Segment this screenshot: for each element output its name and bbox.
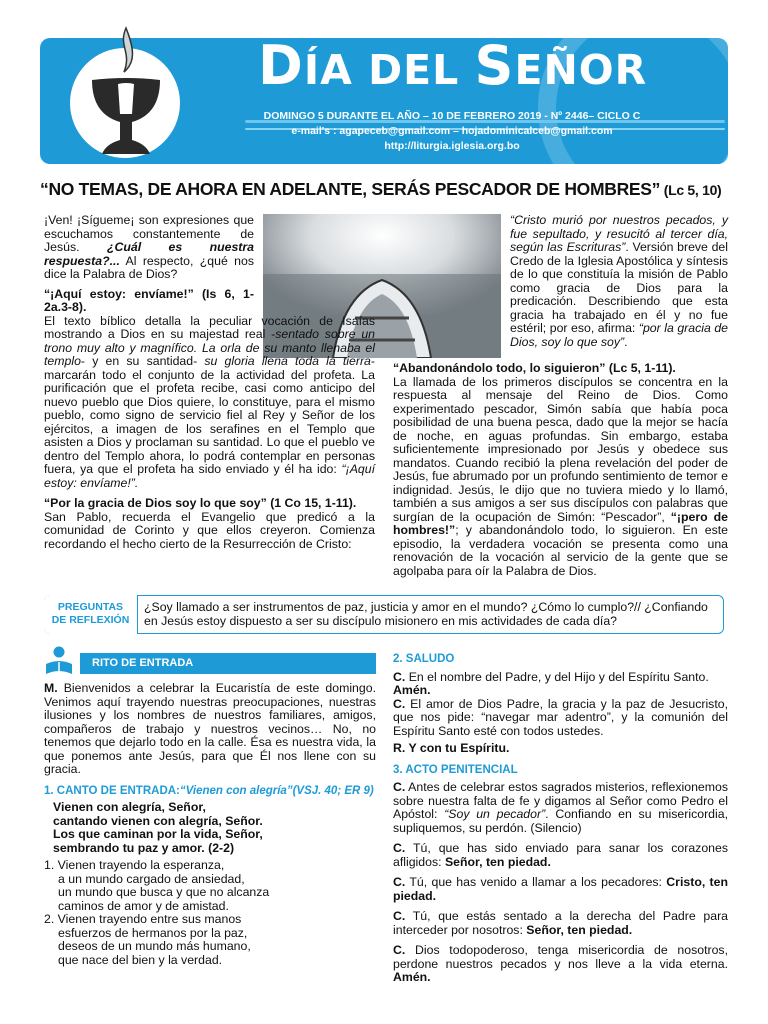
saludo-line-1: C. En el nombre del Padre, y del Hijo y del Espíritu Santo. Amén. [393, 669, 709, 697]
verse-line: 2. Vienen trayendo entre sus manos [44, 912, 242, 926]
acto-absolution: C. Dios todopoderoso, tenga misericordia de nosotros, perdone nuestros pecados y nos lleve a la vida eterna. Amén. [393, 943, 728, 984]
isaiah-heading: “¡Aquí estoy: envíame!” (Is 6, 1-2a.3-8). [44, 286, 254, 314]
acto-intro: C. Antes de celebrar estos sagrados misterios, reflexionemos sobre nuestra falta de fe y digamos al Señor como Pedro el Apóstol: “Soy un pecador”. Confiando en su misericordia, supliquemos, su perdón. (Silencio) [393, 780, 728, 835]
verse-line: a un mundo cargado de ansiedad, [58, 871, 245, 886]
verse-line: caminos de amor y de amistad. [58, 898, 229, 913]
verse-line: que nace del bien y la verdad. [58, 952, 223, 967]
right-top-text [510, 214, 728, 349]
verse-line: un mundo que busca y que no alcanza [58, 885, 270, 899]
lower-left-column [44, 682, 376, 967]
page-title: “NO TEMAS, DE AHORA EN ADELANTE, SERÁS PESCADOR DE HOMBRES” (Lc 5, 10) [40, 179, 722, 199]
right-column [393, 362, 728, 578]
lower-right-column [393, 653, 728, 985]
saludo-heading: 2. SALUDO [393, 653, 455, 665]
corinthians-paragraph: San Pablo, recuerda el Evangelio que predicó a la comunidad de Corinto y que ellos creyeron. Comienza recordando el hecho cierto de la Resurrección de Cristo: [44, 509, 375, 551]
left-column [44, 214, 375, 551]
isaiah-paragraph: El texto bíblico detalla la peculiar vocación de Isaías mostrando a Dios en su majestad real -sentado sobre un trono muy alto y magnífico. La orla de su manto llenaba el templo- y en su santidad- su gloria llena toda la tierra- marcarán todo el conjunto de la actividad del profeta. La purificación que el profeta recibe, casi como anticipo del nuevo pueblo que Dios quiere, lo constituye, para el mismo pueblo, como signo de servicio fiel al Rey y Señor de los ejércitos, a imagen de los serafines en el Templo que asisten a Dios y proclaman su santidad. Lo que el pueblo ve dentro del Templo ahora, lo podrá contemplar en personas fuera, ya que el profeta ha sido enviado y él ha ido: “¡Aquí estoy: envíame!”. [44, 313, 375, 490]
saludo-line-2: C. El amor de Dios Padre, la gracia y la paz de Jesucristo, que nos pide: “navegar mar adentro”, y la comunión del Espíritu Santo esté con todos ustedes. [393, 696, 728, 738]
chorus-line: cantando vienen con alegría, Señor. [53, 813, 263, 828]
chorus-line: Los que caminan por la vida, Señor, [53, 827, 263, 841]
header-date-line: DOMINGO 5 DURANTE EL AÑO – 10 DE FEBRERO 2019 - Nº 2446– CICLO C [263, 110, 641, 122]
song-verse-1 [44, 859, 376, 913]
saludo-response: R. Y con tu Espíritu. [393, 741, 510, 755]
acto-invocation-1: C. Tú, que has sido enviado para sanar los corazones afligidos: Señor, ten piedad. [393, 841, 728, 869]
gospel-paragraph: La llamada de los primeros discípulos se concentra en la respuesta al mensaje del Reino de Dios. Como experimentado pescador, Simón sabía que había poca posibilidad de una buena pesca, dado que la mejor se hacía de noche, en aguas profundas. Sin embargo, estaba suficientemente impresionado por Jesús y obedece sus mandatos. Cuando recibió la plena revelación del poder de Jesús, fue abrumado por un profundo sentimiento de temor e indignidad. Jesús, le dijo que no tuviera miedo y lo llamó, también a sus amigos a ser sus discípulos con palabras que surgían de la ocupación de Simón: “Pescador”, “¡pero de hombres!”; y abandonándolo todo, lo siguieron. En este episodio, la verdadera vocación se presenta como una renovación de la vocación al servicio de la gente que se agolpaba para oír la Palabra de Dios. [393, 374, 728, 578]
acto-invocation-3: C. Tú, que estás sentado a la derecha del Padre para interceder por nosotros: Señor, ten piedad. [393, 909, 728, 937]
header-email-line: e-mail's : agapeceb@gmail.com – hojadominicalceb@gmail.com [291, 125, 613, 137]
chorus-line: sembrando tu paz y amor. (2-2) [53, 840, 235, 855]
header-url-line: http://liturgia.iglesia.org.bo [384, 140, 520, 152]
verse-line: deseos de un mundo más humano, [58, 939, 251, 953]
reader-icon [42, 644, 76, 678]
verse-line: esfuerzos de hermanos por la paz, [58, 925, 248, 940]
song-chorus [44, 801, 376, 855]
reflection-questions: ¿Soy llamado a ser instrumentos de paz, justicia y amor en el mundo? ¿Cómo lo cumplo?// ¿Confiando en Jesús estoy dispuesto a ser su discípulo misionero en mis actividades de cada día? [144, 600, 708, 628]
chorus-line: Vienen con alegría, Señor, [53, 800, 206, 814]
reflection-label: PREGUNTAS DE REFLEXIÓN [44, 595, 138, 634]
masthead-title: DÍA DEL SEÑOR [258, 34, 648, 97]
welcome-paragraph: M. Bienvenidos a celebrar la Eucaristía de este domingo. Venimos aquí trayendo nuestras preocupaciones, nuestras ilusiones y los nombres de nuestros familiares, amigos, compañeros de trabajo y nuestros vecinos… No, no tenemos que dejarlo todo en la calle. Ésa es nuestra vida, la que ponemos ante Jesús, para que Él nos llene con su gracia. [44, 681, 376, 776]
verse-line: 1. Vienen trayendo la esperanza, [44, 858, 225, 872]
credo-paragraph: “Cristo murió por nuestros pecados, y fue sepultado, y resucitó al tercer día, según las Escrituras”. Versión breve del Credo de la Iglesia Apostólica y síntesis de lo que constituía la misión de Pablo como gracia de Dios para la predicación. Describiendo que esta gracia ha trabajado en él y no fue estéril; por eso, afirma: “por la gracia de Dios, soy lo que soy”. [510, 213, 728, 349]
corinthians-heading: “Por la gracia de Dios soy lo que soy” (1 Co 15, 1-11). [44, 496, 357, 510]
chalice-logo-icon [74, 22, 178, 162]
gospel-heading: “Abandonándolo todo, lo siguieron” (Lc 5, 1-11). [393, 361, 676, 375]
canto-heading: 1. CANTO DE ENTRADA:“Vienen con alegría”(VSJ. 40; ER 9) [44, 784, 374, 797]
acto-invocation-2: C. Tú, que has venido a llamar a los pecadores: Cristo, ten piedad. [393, 875, 728, 903]
acto-heading: 3. ACTO PENITENCIAL [393, 763, 518, 776]
intro-paragraph: ¡Ven! ¡Sígueme¡ son expresiones que escuchamos constantemente de Jesús. ¿Cuál es nuestra respuesta?... Al respecto, ¿qué nos dice la Palabra de Dios? [44, 213, 255, 281]
song-verse-2 [44, 913, 376, 967]
rito-entrada-bar: RITO DE ENTRADA [80, 653, 376, 674]
